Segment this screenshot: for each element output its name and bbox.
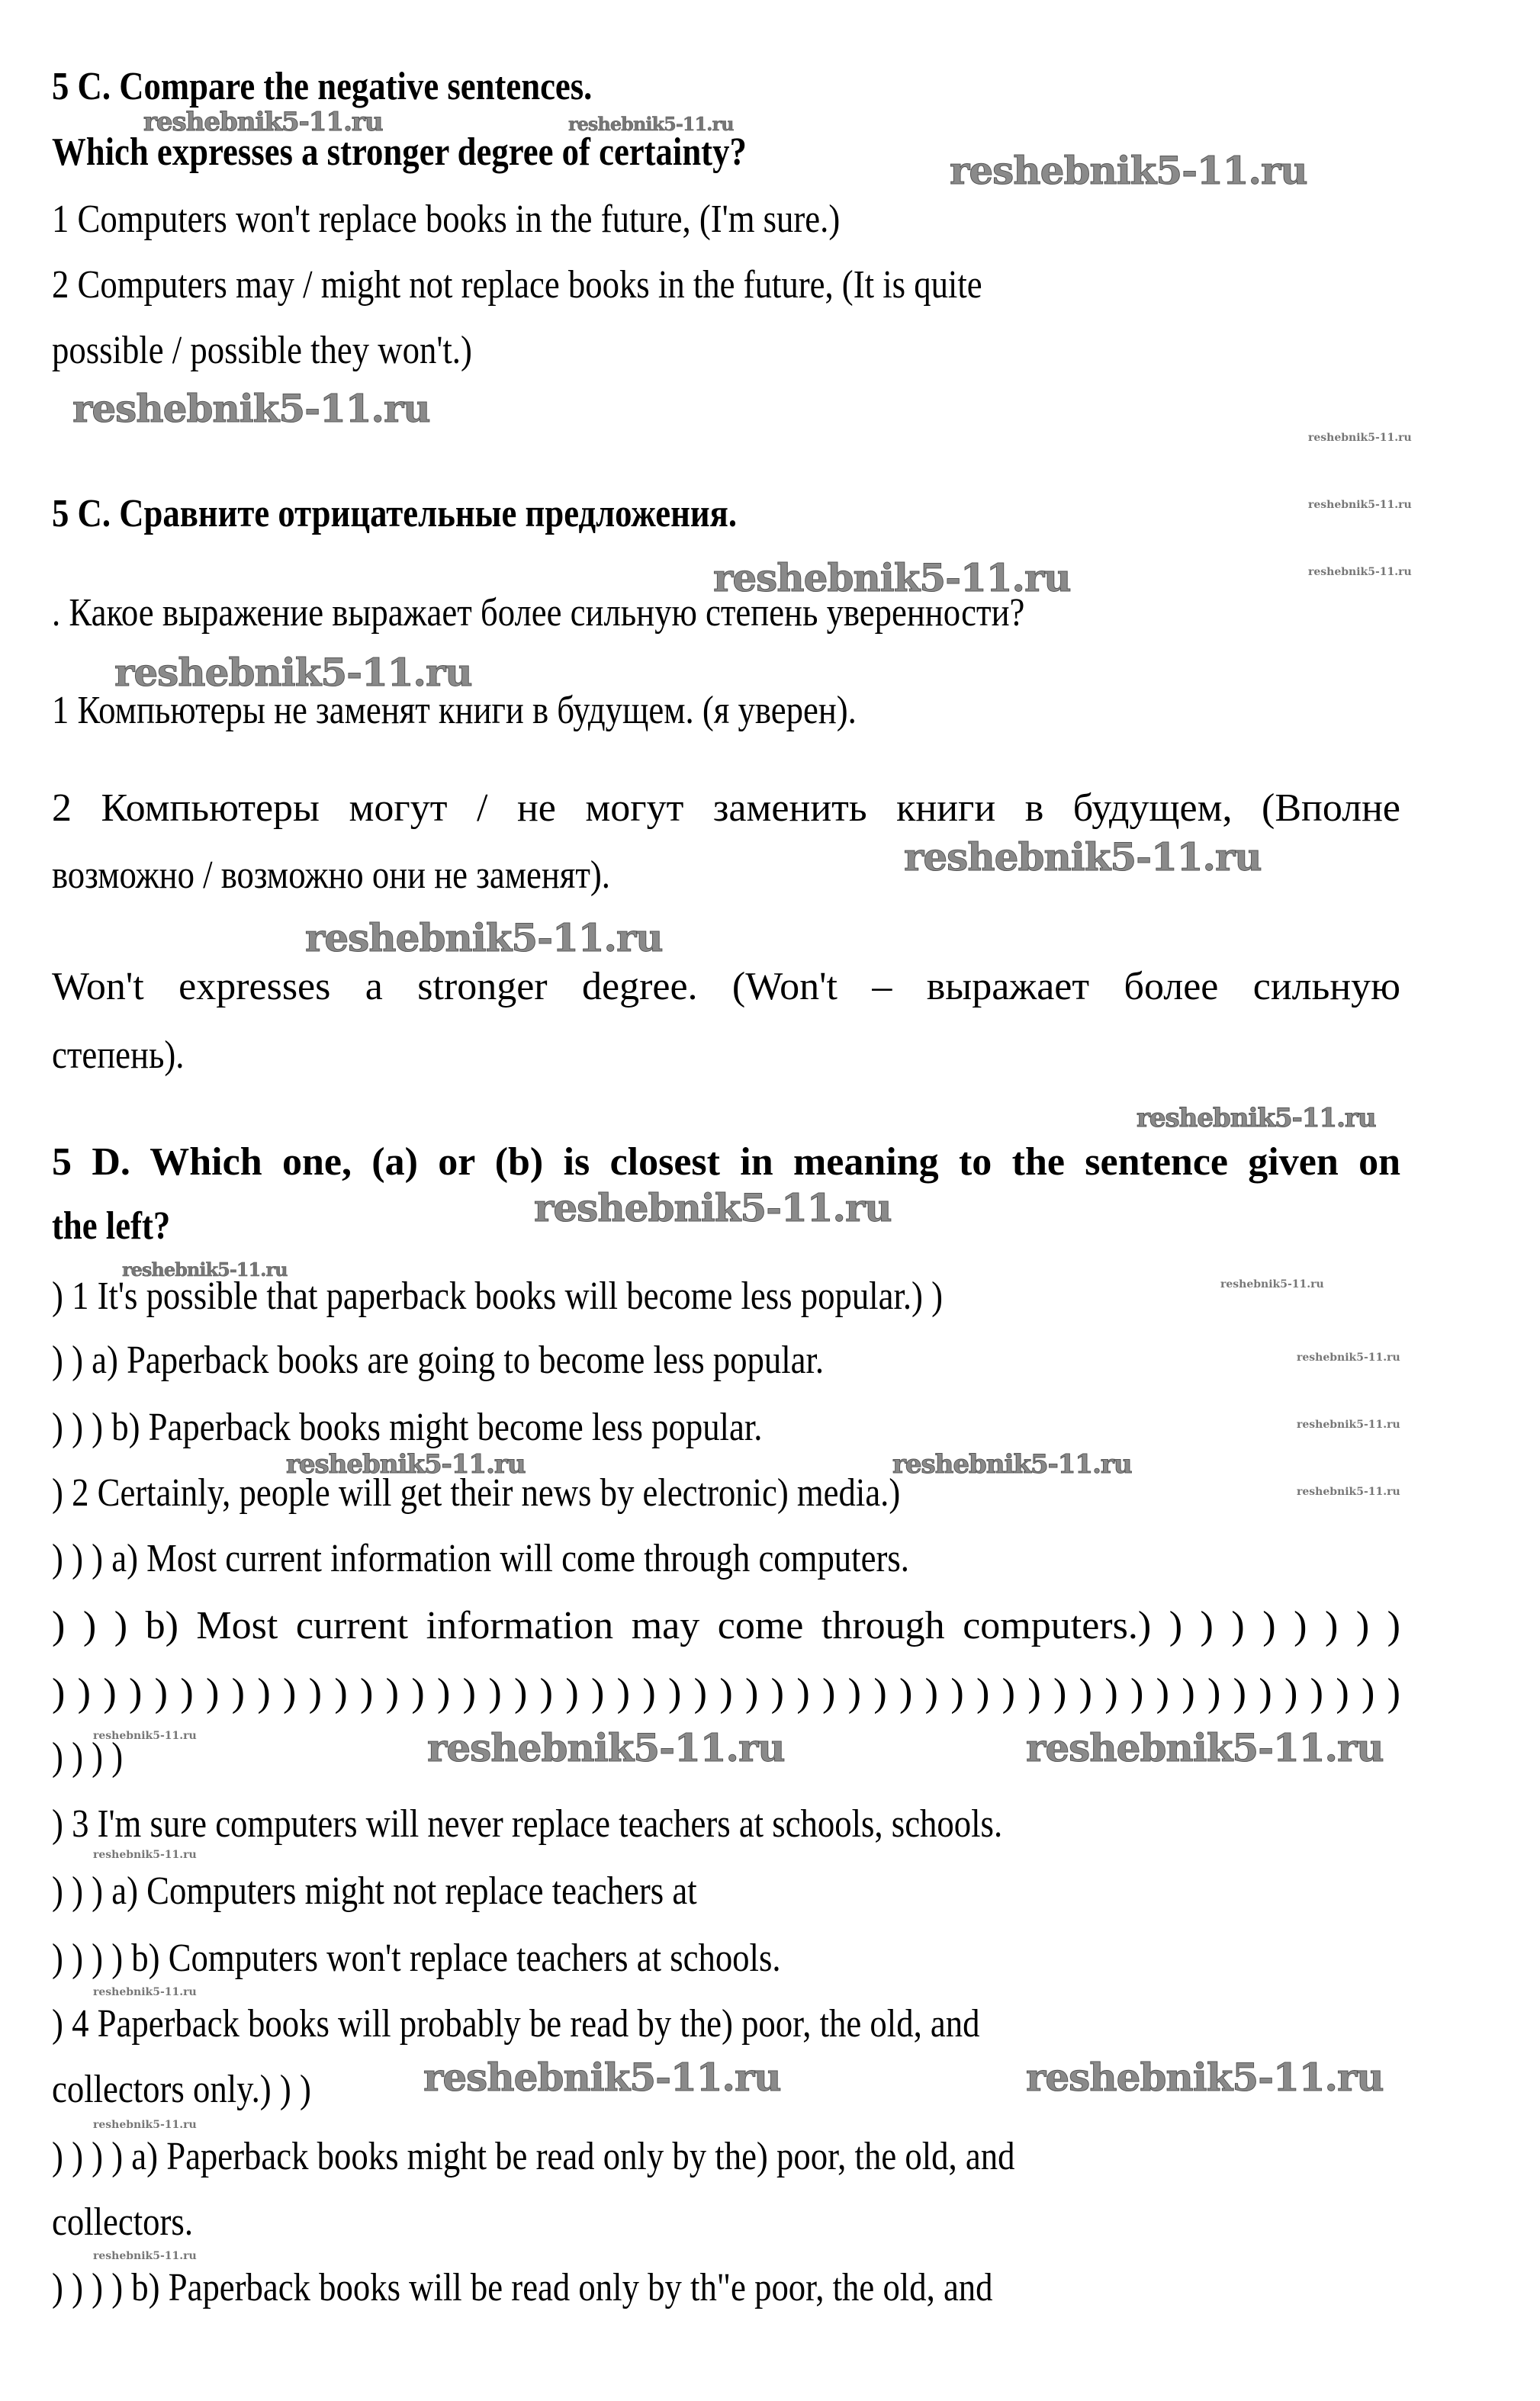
watermark: reshebnik5-11.ru	[1220, 1278, 1324, 1290]
exercise-line: ) ) ) ) ) ) ) ) ) ) ) ) ) ) ) ) ) ) ) ) ) ) ) ) ) ) ) ) ) ) ) ) ) ) ) ) ) ) ) ) ) ) ) ) ) ) ) ) ) ) ) ) )	[52, 1671, 1400, 1715]
watermark: reshebnik5-11.ru	[1297, 1419, 1400, 1431]
section-5c-ru-item-2-line-2: возможно / возможно они не заменят).	[52, 853, 610, 897]
section-5c-item-1: 1 Computers won't replace books in the future, (I'm sure.)	[52, 198, 841, 241]
section-5c-question: Which expresses a stronger degree of certainty?	[52, 130, 747, 174]
watermark: reshebnik5-11.ru	[72, 386, 430, 431]
exercise-line: ) ) ) )	[52, 1735, 124, 1779]
watermark: reshebnik5-11.ru	[1297, 1486, 1400, 1498]
watermark: reshebnik5-11.ru	[423, 2055, 781, 2100]
section-5d-title-line-2: the left?	[52, 1204, 171, 1248]
watermark: reshebnik5-11.ru	[93, 2119, 197, 2131]
watermark: reshebnik5-11.ru	[1026, 2055, 1384, 2100]
watermark: reshebnik5-11.ru	[286, 1449, 526, 1480]
watermark: reshebnik5-11.ru	[713, 555, 1071, 600]
watermark: reshebnik5-11.ru	[1308, 432, 1412, 444]
section-5c-ru-item-1: 1 Компьютеры не заменят книги в будущем. (я уверен).	[52, 689, 857, 732]
watermark: reshebnik5-11.ru	[1026, 1725, 1384, 1770]
exercise-line: ) ) ) a) Most current information will come through computers.	[52, 1537, 909, 1580]
exercise-line: ) ) ) a) Computers might not replace teachers at	[52, 1869, 697, 1913]
exercise-line: ) ) ) b) Paperback books might become less popular.	[52, 1406, 763, 1449]
exercise-line: collectors.	[52, 2200, 194, 2244]
section-5c-title: 5 C. Compare the negative sentences.	[52, 65, 593, 108]
section-5c-answer-line-1: Won't expresses a stronger degree. (Won't – выражает более сильную	[52, 965, 1400, 1008]
section-5c-answer-line-2: степень).	[52, 1033, 185, 1077]
exercise-line: ) 1 It's possible that paperback books will become less popular.) )	[52, 1274, 944, 1318]
watermark: reshebnik5-11.ru	[93, 1986, 197, 1998]
section-5c-item-2-line-1: 2 Computers may / might not replace books in the future, (It is quite	[52, 263, 982, 307]
watermark: reshebnik5-11.ru	[305, 915, 663, 960]
watermark: reshebnik5-11.ru	[122, 1258, 288, 1281]
watermark: reshebnik5-11.ru	[1308, 566, 1412, 578]
watermark: reshebnik5-11.ru	[1297, 1352, 1400, 1364]
section-5c-item-2-line-2: possible / possible they won't.)	[52, 329, 472, 372]
watermark: reshebnik5-11.ru	[143, 107, 383, 137]
section-5d-title-line-1: 5 D. Which one, (a) or (b) is closest in meaning to the sentence given on	[52, 1140, 1400, 1184]
exercise-line: ) 4 Paperback books will probably be read by the) poor, the old, and	[52, 2002, 980, 2046]
exercise-line: collectors only.) ) )	[52, 2068, 311, 2111]
exercise-line: ) ) ) ) b) Paperback books will be read only by th"e poor, the old, and	[52, 2266, 993, 2309]
exercise-line: ) 2 Certainly, people will get their news by electronic) media.)	[52, 1471, 901, 1515]
watermark: reshebnik5-11.ru	[534, 1185, 892, 1230]
section-5c-ru-question: . Какое выражение выражает более сильную степень уверенности?	[52, 591, 1025, 635]
watermark: reshebnik5-11.ru	[950, 148, 1307, 193]
watermark: reshebnik5-11.ru	[93, 2250, 197, 2262]
exercise-line: ) ) ) ) b) Computers won't replace teachers at schools.	[52, 1937, 781, 1980]
watermark: reshebnik5-11.ru	[93, 1849, 197, 1861]
watermark: reshebnik5-11.ru	[568, 113, 734, 135]
watermark: reshebnik5-11.ru	[1308, 499, 1412, 511]
exercise-line: ) 3 I'm sure computers will never replace teachers at schools, schools.	[52, 1802, 1003, 1846]
watermark: reshebnik5-11.ru	[1137, 1103, 1376, 1133]
watermark: reshebnik5-11.ru	[904, 834, 1262, 879]
exercise-line: ) ) ) b) Most current information may come through computers.) ) ) ) ) ) ) ) )	[52, 1604, 1400, 1647]
watermark: reshebnik5-11.ru	[114, 650, 472, 695]
exercise-line: ) ) a) Paperback books are going to become less popular.	[52, 1339, 825, 1382]
watermark: reshebnik5-11.ru	[427, 1725, 785, 1770]
section-5c-ru-item-2-line-1: 2 Компьютеры могут / не могут заменить книги в будущем, (Вполне	[52, 786, 1400, 830]
exercise-line: ) ) ) ) a) Paperback books might be read only by the) poor, the old, and	[52, 2135, 1015, 2178]
watermark: reshebnik5-11.ru	[93, 1730, 197, 1742]
watermark: reshebnik5-11.ru	[892, 1449, 1132, 1480]
section-5c-ru-title: 5 C. Сравните отрицательные предложения.	[52, 492, 738, 535]
